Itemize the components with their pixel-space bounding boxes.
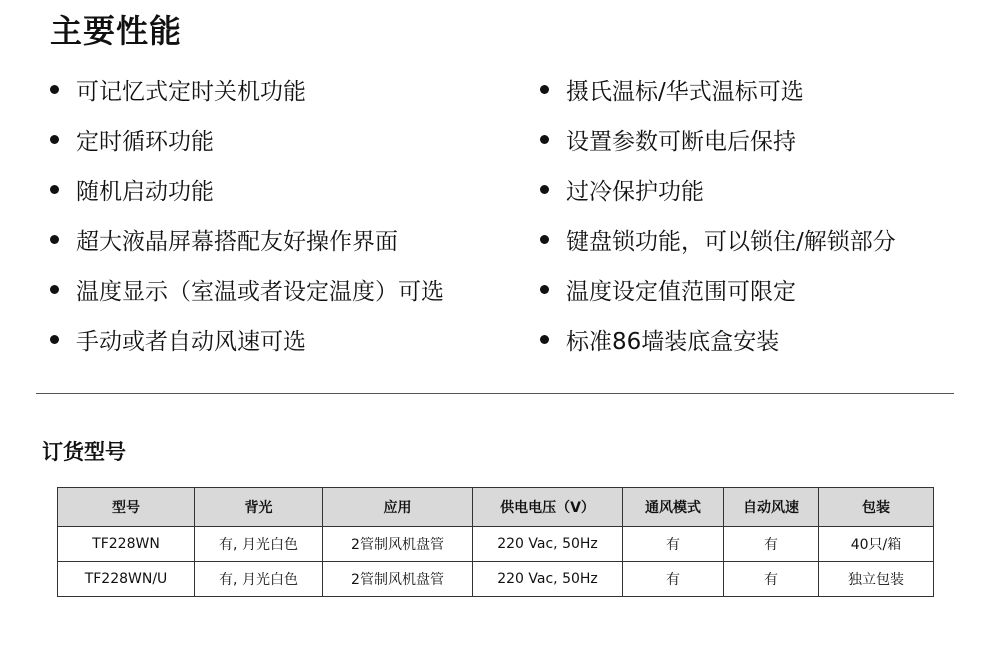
order-table — [57, 487, 934, 597]
feature-item — [536, 64, 946, 114]
feature-text: 可记忆式定时关机功能 — [76, 78, 306, 105]
feature-text: 过冷保护功能 — [566, 178, 704, 205]
table-cell: 独立包装 — [819, 562, 934, 597]
feature-text: 超大液晶屏幕搭配友好操作界面 — [76, 228, 398, 255]
table-cell: 有 — [724, 527, 819, 562]
table-cell: 有, 月光白色 — [195, 527, 323, 562]
table-header-row — [58, 488, 934, 527]
bullet-icon — [540, 135, 549, 144]
table-cell: 2管制风机盘管 — [323, 562, 473, 597]
bullet-icon — [50, 285, 59, 294]
bullet-icon — [540, 285, 549, 294]
bullet-icon — [50, 135, 59, 144]
feature-item — [536, 264, 946, 314]
feature-text: 键盘锁功能，可以锁住/解锁部分 — [566, 228, 896, 255]
bullet-icon — [50, 85, 59, 94]
table-cell: 40只/箱 — [819, 527, 934, 562]
feature-item — [46, 214, 536, 264]
table-cell: 有 — [623, 562, 724, 597]
feature-item — [46, 314, 536, 364]
bullet-icon — [540, 235, 549, 244]
feature-item — [536, 214, 946, 264]
column-header: 包装 — [819, 488, 934, 527]
feature-item — [536, 314, 946, 364]
feature-item — [46, 164, 536, 214]
feature-item — [46, 264, 536, 314]
table-row — [58, 527, 934, 562]
feature-text: 设置参数可断电后保持 — [566, 128, 796, 155]
table-cell: 220 Vac, 50Hz — [473, 562, 623, 597]
column-header: 自动风速 — [724, 488, 819, 527]
bullet-icon — [540, 85, 549, 94]
feature-item — [46, 64, 536, 114]
feature-text: 随机启动功能 — [76, 178, 214, 205]
feature-text: 标准86墙装底盒安装 — [566, 328, 780, 355]
column-header: 供电电压（V） — [473, 488, 623, 527]
bullet-icon — [540, 185, 549, 194]
feature-text: 温度设定值范围可限定 — [566, 278, 796, 305]
table-cell: 有, 月光白色 — [195, 562, 323, 597]
bullet-icon — [50, 335, 59, 344]
column-header: 应用 — [323, 488, 473, 527]
feature-item — [536, 164, 946, 214]
feature-text: 手动或者自动风速可选 — [76, 328, 306, 355]
feature-item — [46, 114, 536, 164]
order-section-title: 订货型号 — [42, 440, 126, 464]
feature-text: 摄氏温标/华式温标可选 — [566, 78, 804, 105]
column-header: 型号 — [58, 488, 195, 527]
table-cell: TF228WN — [58, 527, 195, 562]
table-row — [58, 562, 934, 597]
table-cell: 220 Vac, 50Hz — [473, 527, 623, 562]
feature-text: 温度显示（室温或者设定温度）可选 — [76, 278, 444, 305]
bullet-icon — [50, 235, 59, 244]
table-cell: 2管制风机盘管 — [323, 527, 473, 562]
table-cell: 有 — [623, 527, 724, 562]
divider — [36, 393, 954, 394]
feature-list — [46, 64, 946, 364]
column-header: 背光 — [195, 488, 323, 527]
bullet-icon — [50, 185, 59, 194]
column-header: 通风模式 — [623, 488, 724, 527]
feature-item — [536, 114, 946, 164]
bullet-icon — [540, 335, 549, 344]
feature-text: 定时循环功能 — [76, 128, 214, 155]
table-cell: 有 — [724, 562, 819, 597]
section-title: 主要性能 — [50, 12, 183, 50]
table-cell: TF228WN/U — [58, 562, 195, 597]
